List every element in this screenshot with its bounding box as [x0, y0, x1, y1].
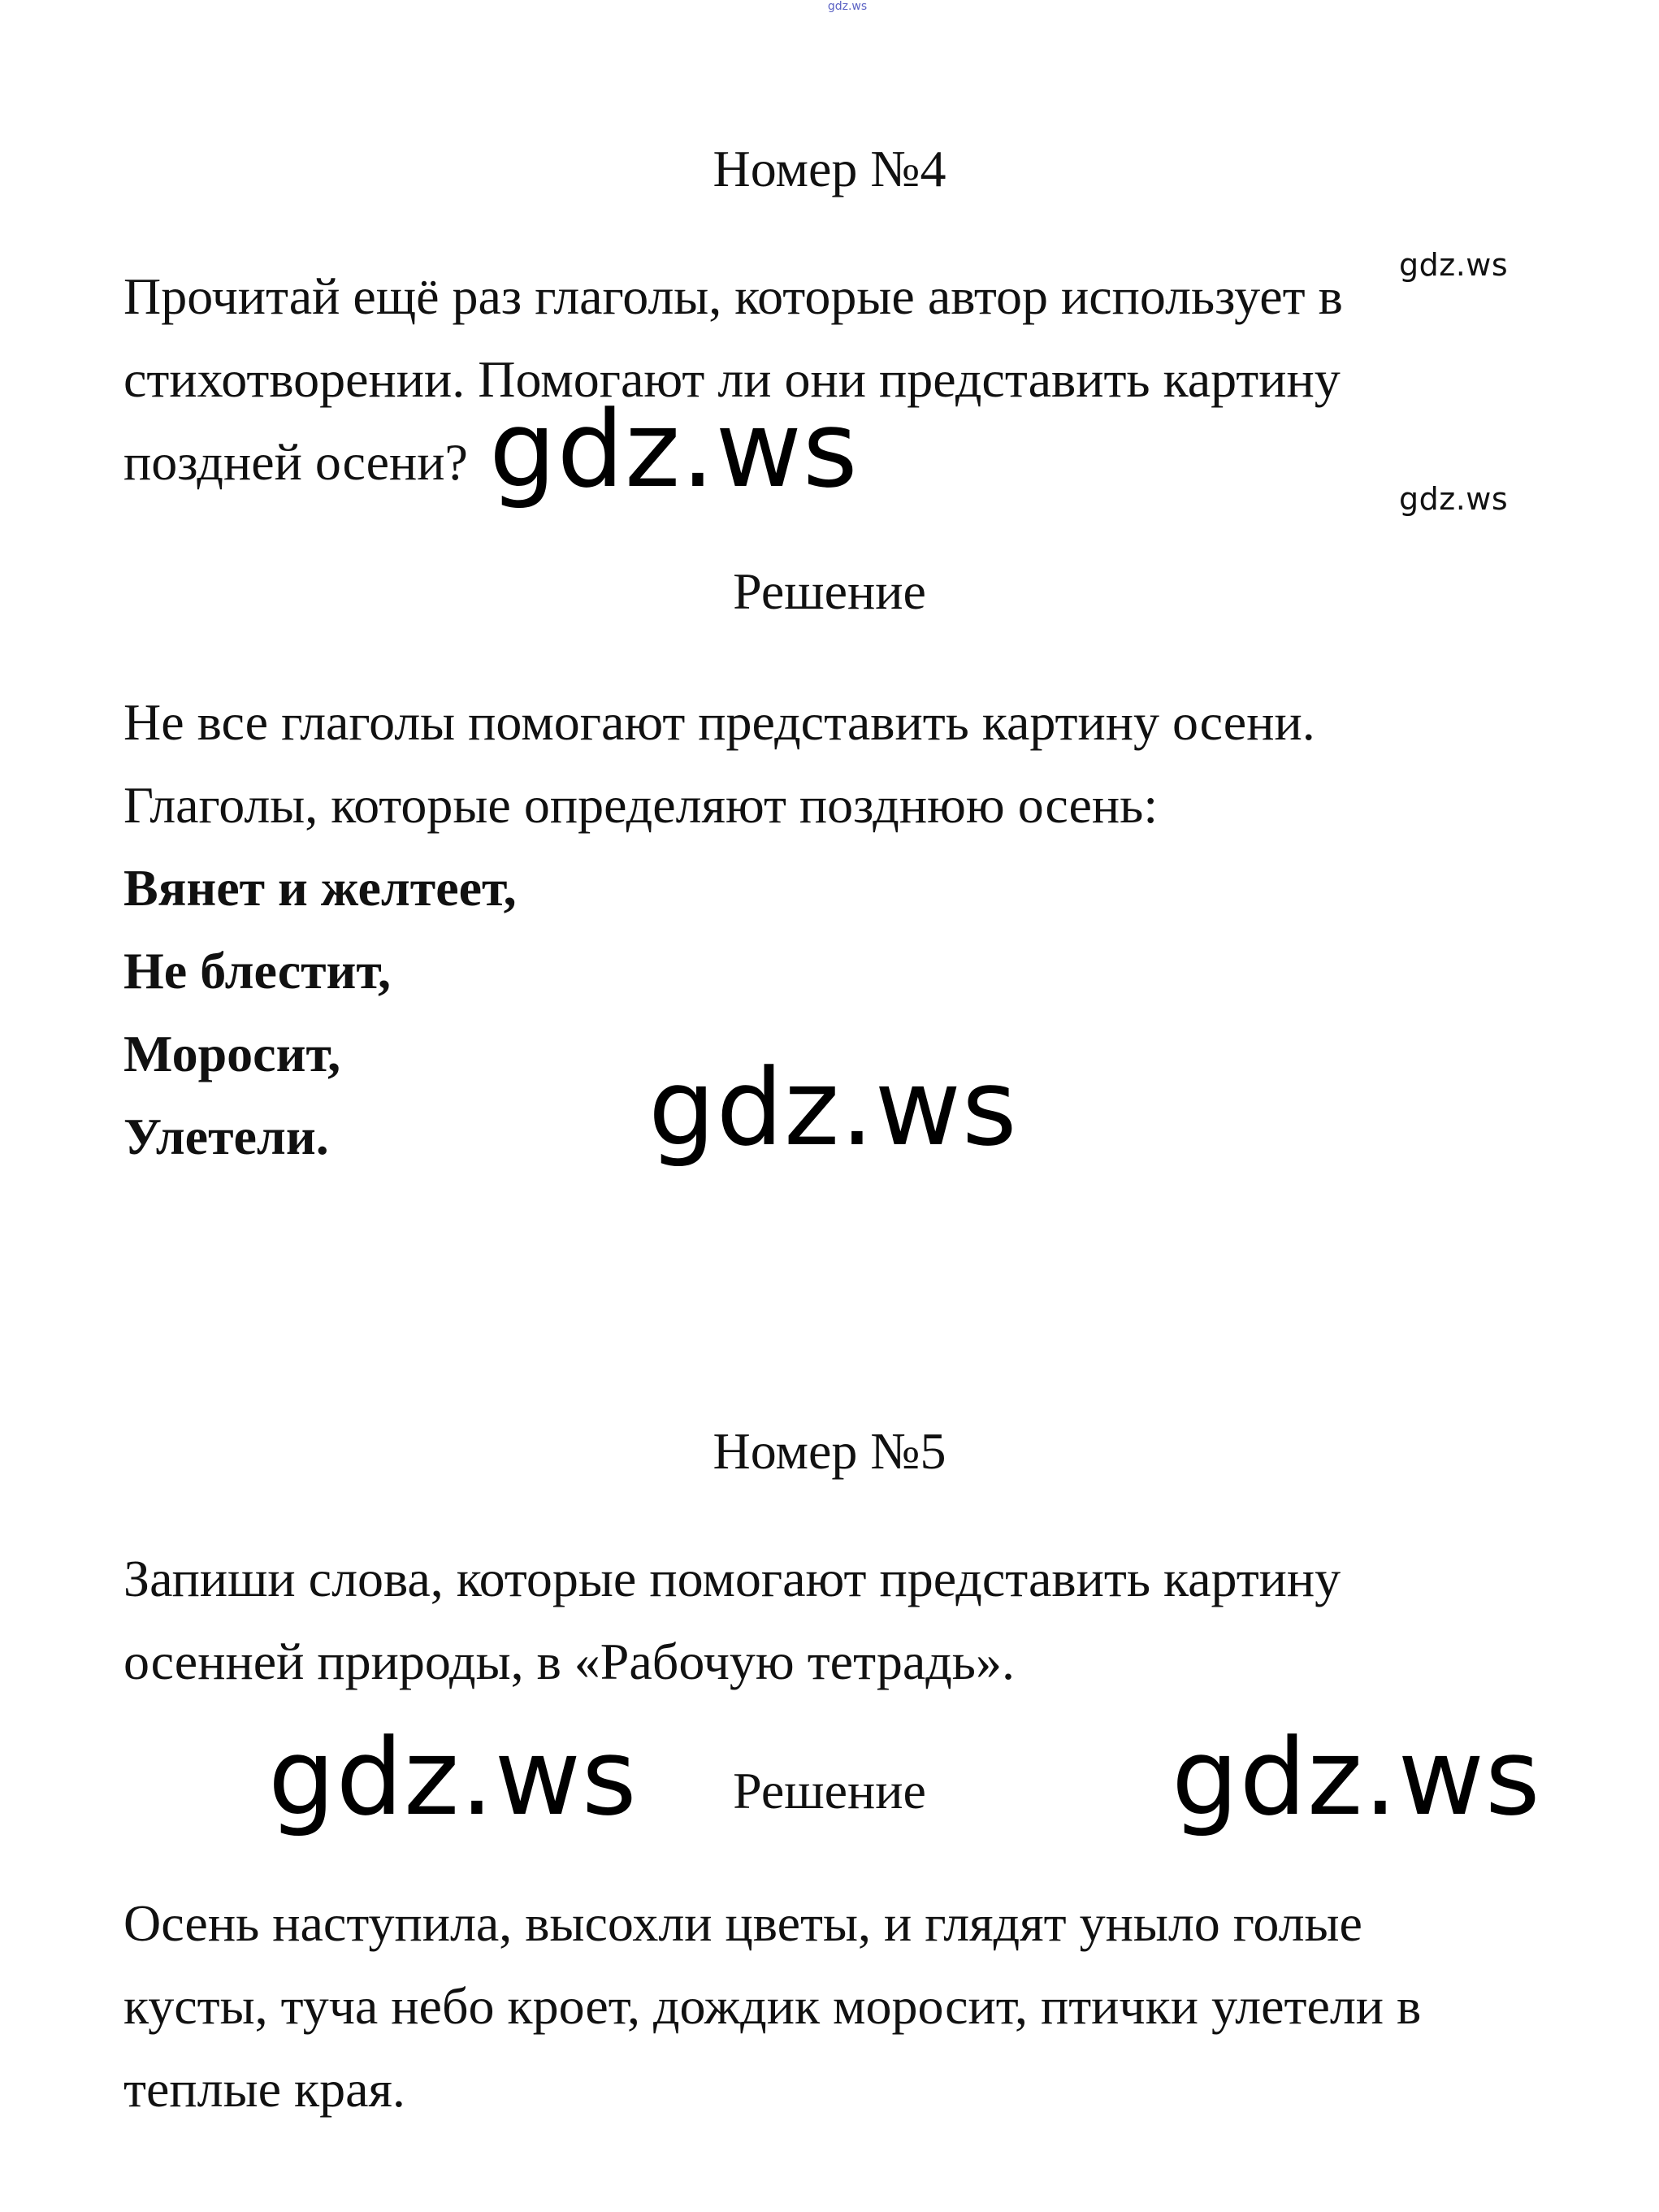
task5-question-line-2: осенней природы, в «Рабочую тетрадь».: [123, 1633, 1015, 1690]
watermark-small-2: gdz.ws: [1399, 481, 1509, 517]
task4-verb-4: Улетели.: [123, 1108, 329, 1165]
watermark-top: gdz.ws: [827, 0, 868, 13]
task4-verb-1: Вянет и желтеет,: [123, 859, 517, 917]
task4-heading: Номер №4: [713, 140, 946, 197]
task4-answer-line-2: Глаголы, которые определяют позднюю осень:: [123, 776, 1159, 834]
task5-heading: Номер №5: [713, 1422, 946, 1480]
watermark-small-1: gdz.ws: [1399, 247, 1509, 283]
task4-verb-2: Не блестит,: [123, 942, 392, 1000]
task5-answer-line-1: Осень наступила, высохли цветы, и глядят уныло голые: [123, 1894, 1362, 1952]
task5-solution-label: Решение: [733, 1762, 926, 1819]
watermark-large-3: gdz.ws: [268, 1715, 638, 1839]
task5-answer: [123, 1882, 1553, 2131]
watermark-large-2: gdz.ws: [648, 1046, 1018, 1169]
task4-question-line-3: поздней осени?: [123, 433, 468, 491]
watermark-large-1: gdz.ws: [489, 388, 859, 511]
task4-answer-line-1: Не все глаголы помогают представить картину осени.: [123, 693, 1315, 751]
task4-verb-3: Моросит,: [123, 1025, 341, 1082]
task5-question: [123, 1538, 1553, 1703]
task5-answer-line-3: теплые края.: [123, 2060, 405, 2118]
task4-question-line-2: стихотворении. Помогают ли они представить картину: [123, 350, 1341, 408]
task5-question-line-1: Запиши слова, которые помогают представить картину: [123, 1550, 1341, 1607]
task4-question-line-1: Прочитай ещё раз глаголы, которые автор использует в: [123, 267, 1343, 325]
task4-solution-label: Решение: [733, 562, 926, 620]
watermark-large-4: gdz.ws: [1172, 1715, 1541, 1839]
task5-answer-line-2: кусты, туча небо кроет, дождик моросит, птички улетели в: [123, 1977, 1422, 2035]
